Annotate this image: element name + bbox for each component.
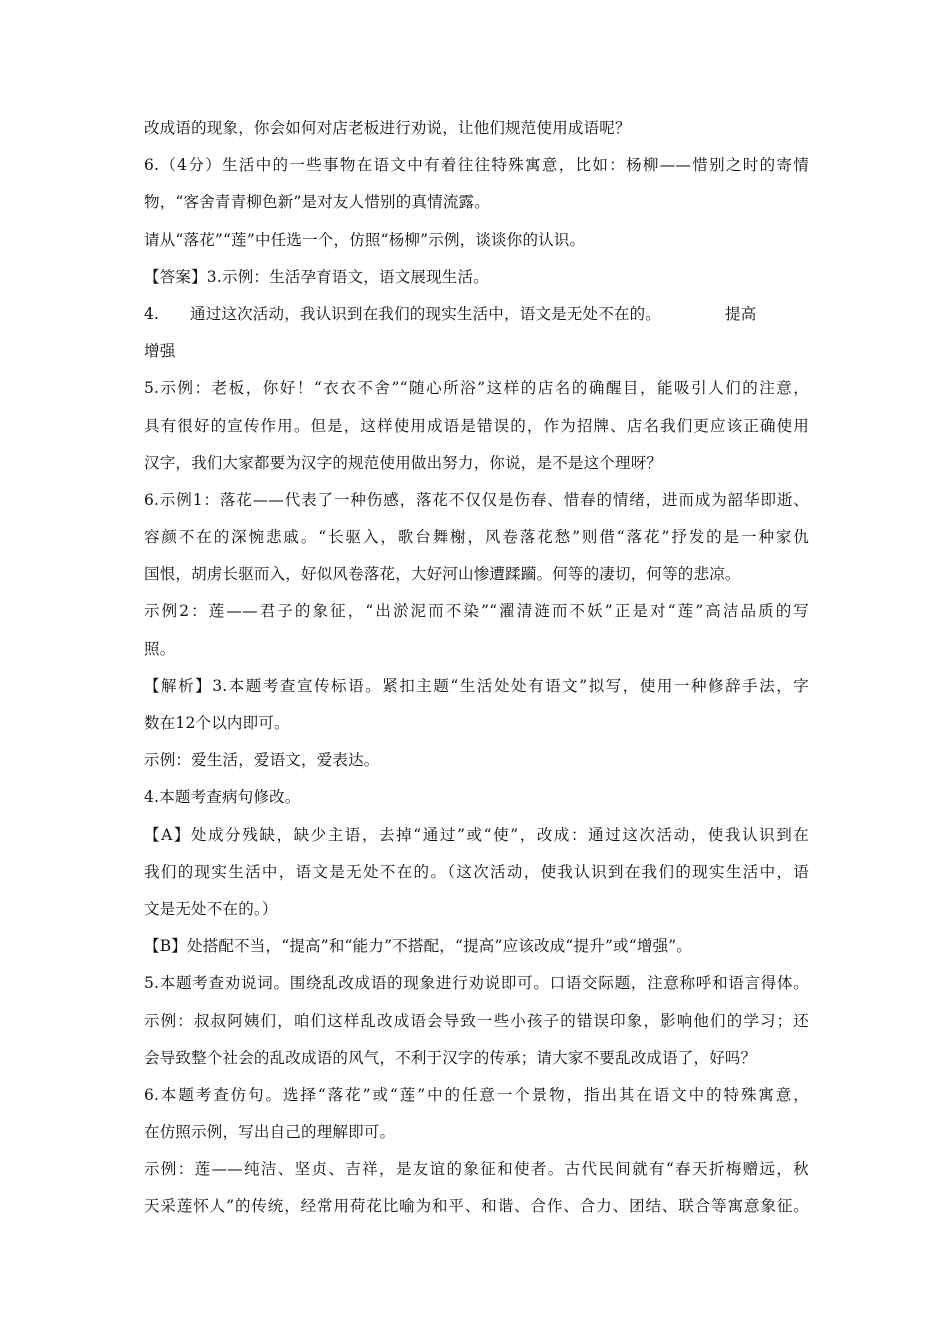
answer-heading-line: 【答案】3.示例：生活孕育语文，语文展现生活。	[144, 267, 489, 286]
text-line: 数在12个以内即可。	[144, 714, 290, 732]
text-line: 物，“客舍青青柳色新”是对友人惜别的真情流露。	[144, 193, 490, 212]
text-line: 【A】处成分残缺，缺少主语，去掉“通过”或“使”，改成：通过这次活动，使我认识到在	[144, 825, 809, 844]
analysis-heading-line: 【解析】3.本题考查宣传标语。紧扣主题“生活处处有语文”拟写，使用一种修辞手法，字	[144, 676, 809, 695]
text-line: 示例：爱生活，爱语文，爱表达。	[144, 751, 380, 770]
text-line: 具有很好的宣传作用。但是，这样使用成语是错误的，作为招牌、店名我们更应该正确使用	[144, 416, 809, 435]
text-line: 文是无处不在的。）	[144, 899, 278, 918]
text-line: 天采莲怀人”的传统，经常用荷花比喻为和平、和谐、合作、合力、团结、联合等寓意象征。	[144, 1197, 809, 1216]
text-line: 改成语的现象，你会如何对店老板进行劝说，让他们规范使用成语呢？	[144, 119, 631, 137]
document-page	[144, 118, 809, 1234]
text-line: 照。	[144, 639, 176, 658]
text-line: 示例：叔叔阿姨们，咱们这样乱改成语会导致一些小孩子的错误印象，影响他们的学习；还	[144, 1011, 809, 1030]
text-line: 【B】处搭配不当，“提高”和“能力”不搭配，“提高”应该改成“提升”或“增强”。	[144, 937, 693, 956]
text-line: 国恨，胡虏长驱而入，好似风卷落花，大好河山惨遭蹂躏。何等的凄切，何等的悲凉。	[144, 565, 741, 584]
text-line: 容颜不在的深惋悲戚。“长驱入，歌台舞榭，风卷落花愁”则借“落花”抒发的是一种家仇	[144, 528, 809, 547]
answer-4-tail: 提高	[725, 304, 757, 323]
text-line: 6.本题考查仿句。选择“落花”或“莲”中的任意一个景物，指出其在语文中的特殊寓意，	[144, 1085, 809, 1104]
answer-4-line	[144, 304, 809, 324]
text-line: 6.示例1：落花——代表了一种伤感，落花不仅仅是伤春、惜春的情绪，进而成为韶华即逝、	[144, 490, 809, 509]
text-line: 会导致整个社会的乱改成语的风气，不利于汉字的传承；请大家不要乱改成语了，好吗？	[144, 1048, 757, 1067]
text-line: 增强	[144, 342, 176, 361]
text-line: 5.本题考查劝说词。围绕乱改成语的现象进行劝说即可。口语交际题，注意称呼和语言得体。	[144, 974, 809, 993]
text-line: 示例2：莲——君子的象征，“出淤泥而不染”“濯清涟而不妖”正是对“莲”高洁品质的写	[144, 602, 809, 621]
text-line: 4.本题考查病句修改。	[144, 788, 301, 807]
text-line: 6.（4分）生活中的一些事物在语文中有着往往特殊寓意，比如：杨柳——惜别之时的寄情	[144, 156, 809, 175]
text-line: 请从“落花”“莲”中任选一个，仿照“杨柳”示例，谈谈你的认识。	[144, 230, 586, 249]
text-line: 在仿照示例，写出自己的理解即可。	[144, 1123, 396, 1142]
text-line: 汉字，我们大家都要为汉字的规范使用做出努力，你说，是不是这个理呀？	[144, 453, 663, 472]
answer-4-number: 4.	[144, 304, 160, 323]
text-line: 我们的现实生活中，语文是无处不在的。（这次活动，使我认识到在我们的现实生活中，语	[144, 862, 809, 881]
text-line: 示例：莲——纯洁、坚贞、吉祥，是友谊的象征和使者。古代民间就有“春天折梅赠远，秋	[144, 1160, 809, 1179]
answer-4-text: 通过这次活动，我认识到在我们的现实生活中，语文是无处不在的。	[190, 304, 662, 323]
text-line: 5.示例：老板，你好！“衣衣不舍”“随心所浴”这样的店名的确醒目，能吸引人们的注意，	[144, 379, 809, 398]
